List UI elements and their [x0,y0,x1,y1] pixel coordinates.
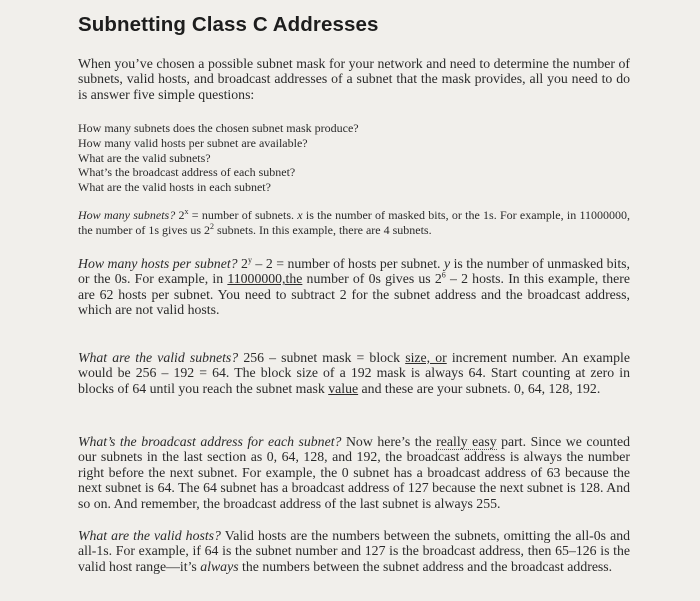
questions-list [78,121,630,195]
list-item: What are the valid subnets? [78,150,211,165]
question-lead: How many hosts per subnet? [78,256,238,271]
hosts-paragraph: How many hosts per subnet? 2$^y$ – 2 = number of hosts per subnet. y is the number of unmasked bits, or the 0s. For example, in 11000000,the number of 0s gives us $2^6 - 2$ hosts. In this example, there are 62 hosts per subnet. You need to subtract 2 for the subnet address and the broadcast address, which are not valid hosts. [78,255,631,318]
question-lead: What are the valid hosts? [78,528,221,543]
valid-subnets-paragraph: What are the valid subnets? 256 – subnet mask = block size, or increment number. An example would be 256 – 192 = 64. The block size of a 192 mask is always 64. Start counting at zero in blocks of 64 until you reach the subnet mask value and these are your subnets. 0, 64, 128, 192. [78,350,631,396]
valid-hosts-paragraph: What are the valid hosts? Valid hosts are the numbers between the subnets, omitting the all-0s and all-1s. For example, if 64 is the subnet number and 127 is the broadcast address, then 65–126 is the valid host range—it’s always the numbers between the subnet address and the broadcast address. [78,528,630,574]
question-lead: What are the valid subnets? [78,350,239,365]
question-lead: How many subnets? [78,208,176,222]
list-item: How many valid hosts per subnet are available? [78,135,308,150]
question-lead: What’s the broadcast address for each subnet? [78,434,342,449]
broadcast-paragraph: What’s the broadcast address for each subnet? Now here’s the really easy part. Since we counted our subnets in the last section as 0, 64, 128, and 192, the broadcast address is always the number right before the next subnet. For example, the 0 subnet has a broadcast address of 63 because the next subnet is 64. The 64 subnet has a broadcast address of 127 because the next subnet is 128. And so on. And remember, the broadcast address of the last subnet is always 255. [78,434,631,511]
intro-paragraph: When you’ve chosen a possible subnet mask for your network and need to determine the number of subnets, valid hosts, and broadcast addresses of a subnet that the mask provides, all you need to do is answer five simple questions: [78,56,630,102]
list-item: How many subnets does the chosen subnet mask produce? [78,121,359,135]
page-title: Subnetting Class C Addresses [78,13,379,36]
list-item: What’s the broadcast address of each subnet? [78,165,296,180]
list-item: What are the valid hosts in each subnet? [78,180,271,195]
subnets-paragraph: How many subnets? $2^x$ = number of subnets. x is the number of masked bits, or the 1s. For example, in 11000000, the number of 1s gives us $2^2$ subnets. In this example, there are 4 subnets. [78,207,631,237]
